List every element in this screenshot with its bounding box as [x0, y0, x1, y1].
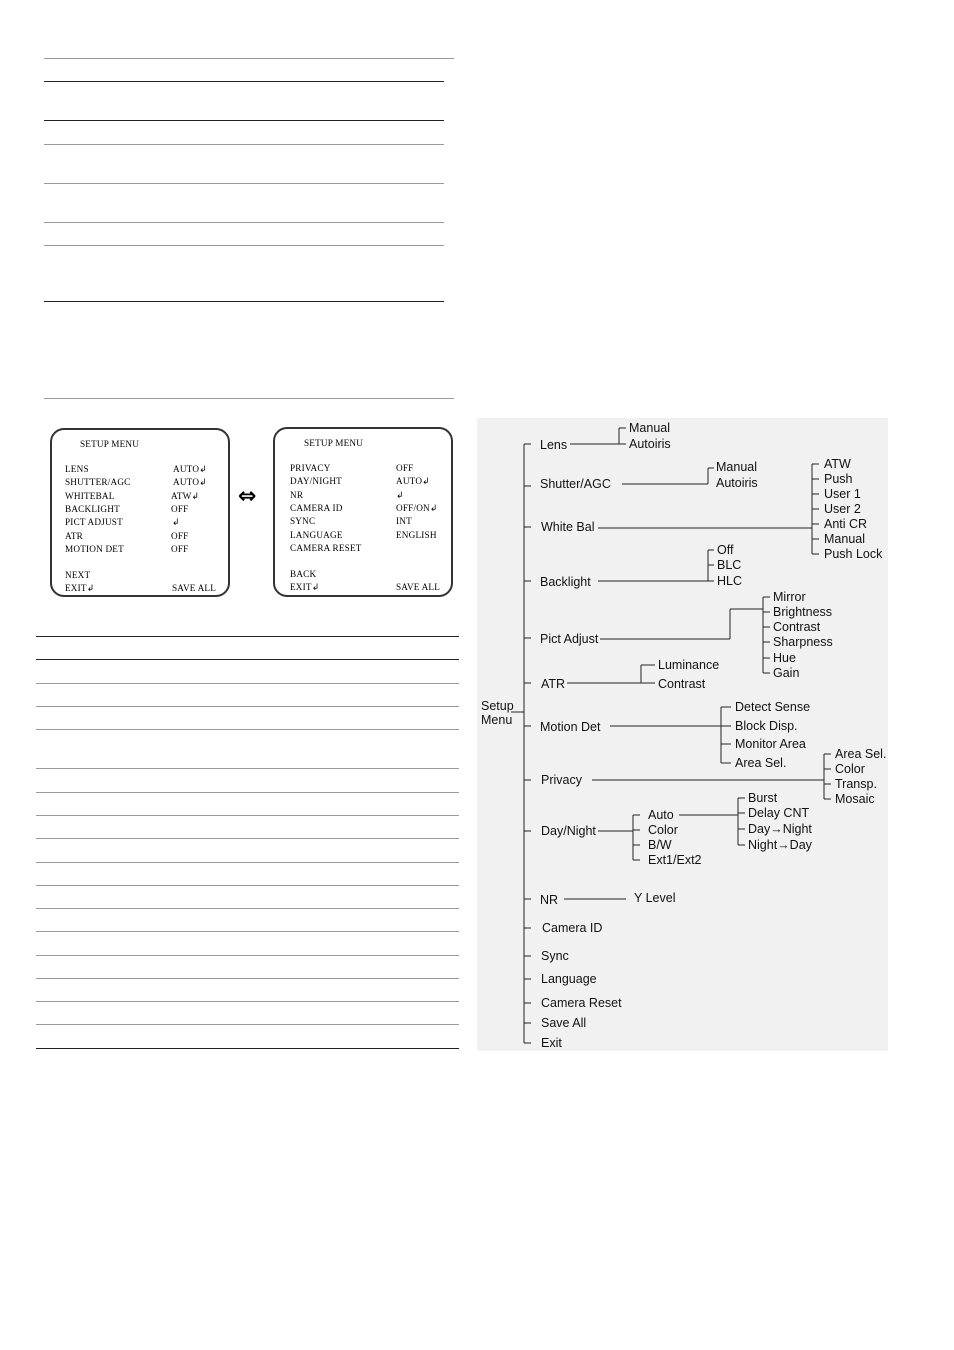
tree-node-backlight: Backlight [540, 575, 591, 589]
osd-item-label: ATR [65, 531, 83, 541]
tree-option: Ext1/Ext2 [648, 853, 702, 867]
tree-option: Brightness [773, 605, 833, 619]
tree-option: User 1 [824, 487, 861, 501]
osd-item-label: SHUTTER/AGC [65, 477, 131, 487]
osd-back: BACK [290, 569, 317, 579]
tree-root-label: Setup [481, 699, 514, 713]
tree-option: Manual [629, 421, 670, 435]
tree-node-privacy: Privacy [541, 773, 582, 787]
tree-node-save-all: Save All [541, 1016, 587, 1030]
osd-item-label: CAMERA ID [290, 503, 343, 513]
tree-option: Contrast [773, 620, 821, 634]
tree-option: Auto [648, 808, 674, 822]
tree-option: Luminance [658, 658, 720, 672]
osd-item-value: OFF [171, 544, 189, 554]
osd-item-value: OFF [396, 463, 414, 473]
tree-node-whitebal: White Bal [541, 520, 595, 534]
tree-option: Block Disp. [735, 719, 798, 733]
osd-exit: EXIT↲ [290, 582, 320, 592]
osd-title: SETUP MENU [304, 438, 364, 448]
tree-option: Area Sel. [835, 747, 887, 761]
osd-next: NEXT [65, 570, 91, 580]
tree-option: ATW [824, 457, 851, 471]
osd-item-value: AUTO↲ [173, 477, 208, 487]
tree-option: User 2 [824, 502, 861, 516]
tree-node-lens: Lens [540, 438, 568, 452]
tree-option: Autoiris [629, 437, 671, 451]
tree-option: B/W [648, 838, 672, 852]
tree-option: Manual [716, 460, 757, 474]
tree-node-sync: Sync [541, 949, 569, 963]
tree-option: Autoiris [716, 476, 758, 490]
tree-suboption: Night→Day [748, 838, 812, 852]
osd-item-label: WHITEBAL [65, 491, 115, 501]
osd-item-label: PICT ADJUST [65, 517, 123, 527]
tree-node-camera-reset: Camera Reset [541, 996, 622, 1010]
tree-option: Area Sel. [735, 756, 787, 770]
osd-item-label: MOTION DET [65, 544, 124, 554]
tree-option: Color [835, 762, 865, 776]
osd-item-value: ENGLISH [396, 530, 437, 540]
tree-option: Push Lock [824, 547, 883, 561]
tree-suboption: Day→Night [748, 822, 812, 836]
tree-option: HLC [717, 574, 743, 588]
tree-option: Hue [773, 651, 796, 665]
tree-suboption: Delay CNT [748, 806, 810, 820]
tree-node-motion-det: Motion Det [540, 720, 601, 734]
tree-option: Off [717, 543, 734, 557]
osd-item-label: NR [290, 490, 304, 500]
osd-item-value: ↲ [172, 517, 180, 527]
tree-node-camera-id: Camera ID [542, 921, 603, 935]
tree-option: Detect Sense [735, 700, 811, 714]
osd-item-value: OFF/ON↲ [396, 503, 438, 513]
tree-node-nr: NR [540, 893, 559, 907]
osd-item-value: OFF [171, 504, 189, 514]
tree-option: Gain [773, 666, 800, 680]
osd-exit: EXIT↲ [65, 583, 95, 593]
osd-item-value: AUTO↲ [396, 476, 431, 486]
tree-option: Manual [824, 532, 865, 546]
osd-save-all: SAVE ALL [396, 582, 441, 592]
tree-option: Mirror [773, 590, 806, 604]
tree-suboption: Burst [748, 791, 778, 805]
tree-option: Anti CR [824, 517, 868, 531]
tree-node-pict-adjust: Pict Adjust [540, 632, 599, 646]
tree-ticks [524, 444, 531, 1043]
tree-option: Monitor Area [735, 737, 806, 751]
tree-option: Sharpness [773, 635, 833, 649]
osd-item-label: BACKLIGHT [65, 504, 120, 514]
tree-node-shutter: Shutter/AGC [540, 477, 611, 491]
tree-root-label: Menu [481, 713, 513, 727]
tree-option: BLC [717, 558, 742, 572]
osd-item-value: AUTO↲ [173, 464, 208, 474]
tree-node-language: Language [541, 972, 597, 986]
tree-node-day-night: Day/Night [541, 824, 596, 838]
osd-item-value: ATW↲ [171, 491, 200, 501]
tree-option: Push [824, 472, 853, 486]
osd-item-value: OFF [171, 531, 189, 541]
tree-option: Contrast [658, 677, 706, 691]
osd-item-label: LANGUAGE [290, 530, 343, 540]
tree-node-exit: Exit [541, 1036, 562, 1050]
osd-item-label: DAY/NIGHT [290, 476, 342, 486]
tree-node-atr: ATR [541, 677, 566, 691]
osd-item-value: INT [396, 516, 412, 526]
double-arrow-icon: ⇔ [238, 484, 257, 509]
tree-option: Y Level [634, 891, 676, 905]
osd-item-label: PRIVACY [290, 463, 331, 473]
osd-item-value: ↲ [396, 490, 404, 500]
osd-item-label: LENS [65, 464, 89, 474]
osd-title: SETUP MENU [80, 439, 140, 449]
osd-item-label: SYNC [290, 516, 316, 526]
osd-item-label: CAMERA RESET [290, 543, 362, 553]
tree-option: Color [648, 823, 678, 837]
tree-option: Mosaic [835, 792, 875, 806]
tree-option: Transp. [835, 777, 877, 791]
osd-save-all: SAVE ALL [172, 583, 217, 593]
